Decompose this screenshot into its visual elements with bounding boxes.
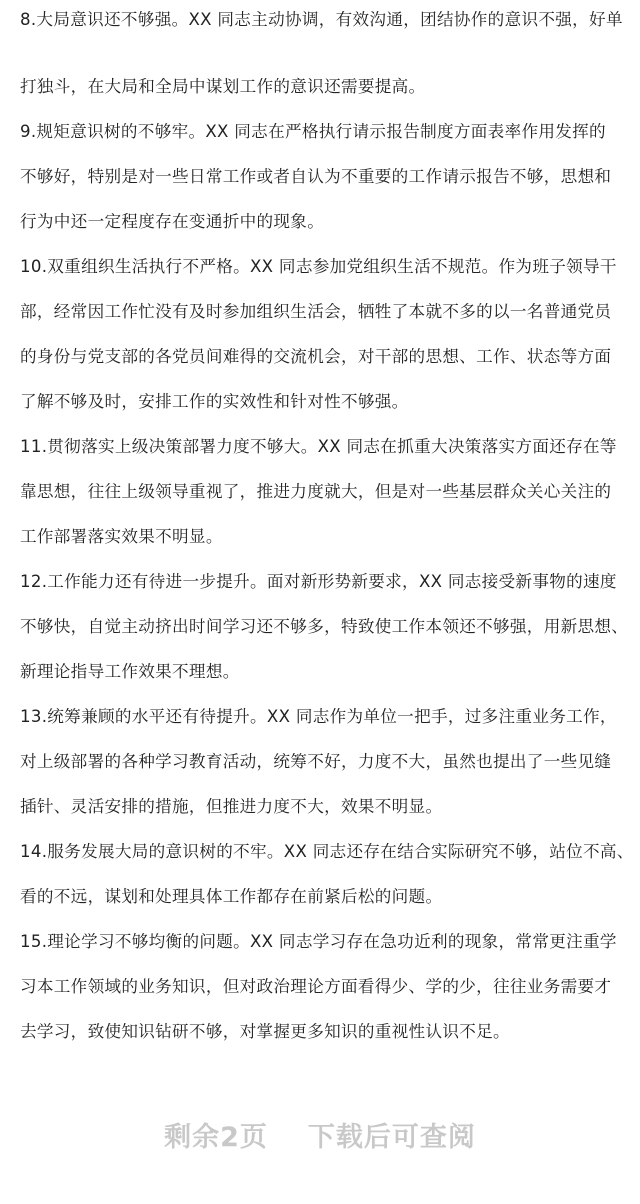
- text-line: 新理论指导工作效果不理想。: [20, 662, 240, 681]
- text-line: 不够快，自觉主动挤出时间学习还不够多，特致使工作本领还不够强，用新思想、: [20, 617, 629, 636]
- text-line: 9.规矩意识树的不够牢。XX 同志在严格执行请示报告制度方面表率作用发挥的: [20, 122, 606, 141]
- text-line: 靠思想，往往上级领导重视了，推进力度就大，但是对一些基层群众关心关注的: [20, 482, 612, 501]
- download-to-view-label: 下载后可查阅: [307, 1122, 476, 1153]
- text-line: 行为中还一定程度存在变通折中的现象。: [20, 212, 325, 231]
- text-line: 12.工作能力还有待进一步提升。面对新形势新要求，XX 同志接受新事物的速度: [20, 572, 617, 591]
- text-line: 了解不够及时，安排工作的实效性和针对性不够强。: [20, 392, 409, 411]
- text-line: 去学习，致使知识钻研不够，对掌握更多知识的重视性认识不足。: [20, 1022, 510, 1041]
- download-prompt[interactable]: [0, 1118, 640, 1158]
- text-line: 14.服务发展大局的意识树的不牢。XX 同志还存在结合实际研究不够，站位不高、: [20, 842, 634, 861]
- text-line: 对上级部署的各种学习教育活动，统筹不好，力度不大，虽然也提出了一些见缝: [20, 752, 612, 771]
- text-line: 看的不远，谋划和处理具体工作都存在前紧后松的问题。: [20, 887, 443, 906]
- text-line: 10.双重组织生活执行不严格。XX 同志参加党组织生活不规范。作为班子领导干: [20, 257, 617, 276]
- text-line: 11.贯彻落实上级决策部署力度不够大。XX 同志在抓重大决策落实方面还存在等: [20, 437, 617, 456]
- text-line: 插针、灵活安排的措施，但推进力度不大，效果不明显。: [20, 797, 443, 816]
- text-line: 不够好，特别是对一些日常工作或者自认为不重要的工作请示报告不够，思想和: [20, 167, 612, 186]
- text-line: 13.统筹兼顾的水平还有待提升。XX 同志作为单位一把手，过多注重业务工作，: [20, 707, 617, 726]
- text-line: 打独斗，在大局和全局中谋划工作的意识还需要提高。: [20, 77, 426, 96]
- text-line: 习本工作领域的业务知识，但对政治理论方面看得少、学的少，往往业务需要才: [20, 977, 612, 996]
- text-line: 15.理论学习不够均衡的问题。XX 同志学习存在急功近利的现象，常常更注重学: [20, 932, 617, 951]
- text-line: 工作部署落实效果不明显。: [20, 527, 223, 546]
- text-line: 部，经常因工作忙没有及时参加组织生活会，牺牲了本就不多的以一名普通党员: [20, 302, 612, 321]
- text-line: 的身份与党支部的各党员间难得的交流机会，对干部的思想、工作、状态等方面: [20, 347, 612, 366]
- remaining-pages-label: 剩余2页: [164, 1122, 268, 1153]
- text-line: 8.大局意识还不够强。XX 同志主动协调，有效沟通，团结协作的意识不强，好单: [20, 10, 623, 29]
